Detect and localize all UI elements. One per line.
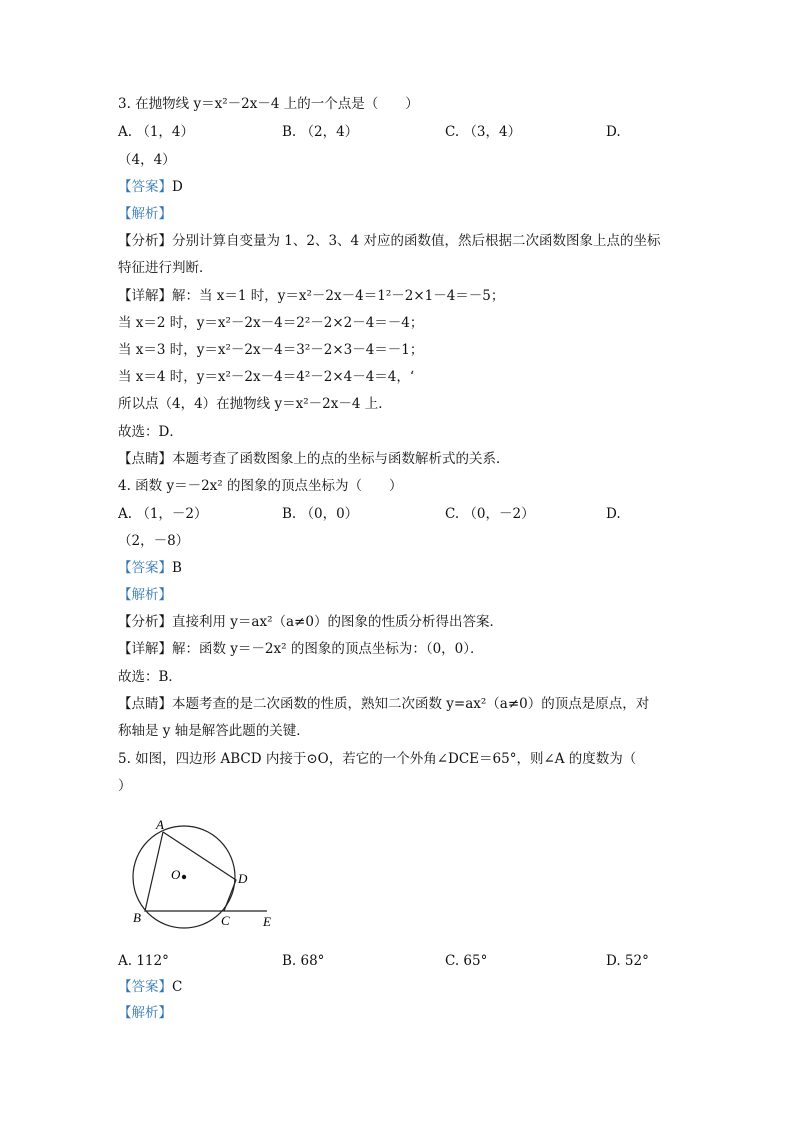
q5-option-c: C. 65° xyxy=(445,953,488,969)
q5-option-a: A. 112° xyxy=(118,953,169,969)
q3-xiangjie-3: 当 x＝3 时，y＝x²－2x－4＝3²－2×3－4＝－1； xyxy=(118,342,424,358)
q5-option-d: D. 52° xyxy=(606,953,649,969)
answer-value: C xyxy=(172,979,183,995)
q5-stem-1: 5. 如图，四边形 ABCD 内接于⊙O，若它的一个外角∠DCE＝65°，则∠A 的度数为（ xyxy=(118,751,637,767)
q4-dianjing-2: 称轴是 y 轴是解答此题的关键． xyxy=(118,723,310,739)
answer-tag: 【答案】 xyxy=(118,560,172,576)
q4-analysis-tag: 【解析】 xyxy=(118,587,172,603)
label-d: D xyxy=(238,871,248,886)
q5-answer xyxy=(118,978,182,996)
label-b: B xyxy=(133,910,141,925)
q3-option-a: A. （1，4） xyxy=(118,124,195,140)
answer-tag: 【答案】 xyxy=(118,179,172,195)
q4-fenxi: 【分析】直接利用 y＝ax²（a≠0）的图象的性质分析得出答案． xyxy=(118,614,503,630)
q4-option-a: A. （1，－2） xyxy=(118,506,208,522)
center-dot xyxy=(182,875,186,879)
q4-dianjing-1: 【点睛】本题考查的是二次函数的性质，熟知二次函数 y=ax²（a≠0）的顶点是原点，对 xyxy=(118,696,650,712)
q3-xiangjie-5: 所以点（4，4）在抛物线 y＝x²－2x－4 上． xyxy=(118,396,392,412)
q4-stem: 4. 函数 y＝－2x² 的图象的顶点坐标为（ ） xyxy=(118,478,403,494)
answer-value: D xyxy=(172,179,183,195)
q3-fenxi-2: 特征进行判断． xyxy=(118,260,213,276)
q5-option-b: B. 68° xyxy=(282,953,325,969)
q3-option-c: C. （3，4） xyxy=(445,124,522,140)
label-o: O xyxy=(171,867,181,882)
q3-xiangjie-1: 【详解】解：当 x＝1 时，y＝x²－2x－4＝1²－2×1－4＝－5； xyxy=(118,288,505,304)
q3-xiangjie-6: 故选：D． xyxy=(118,424,183,440)
answer-tag: 【答案】 xyxy=(118,979,172,995)
q4-option-b: B. （0，0） xyxy=(282,506,359,522)
q4-option-c: C. （0，－2） xyxy=(445,506,535,522)
q5-analysis-tag: 【解析】 xyxy=(118,1005,172,1021)
q3-analysis-tag: 【解析】 xyxy=(118,206,172,222)
q3-xiangjie-2: 当 x＝2 时，y＝x²－2x－4＝2²－2×2－4＝－4； xyxy=(118,315,424,331)
q3-stem: 3. 在抛物线 y＝x²－2x－4 上的一个点是（ ） xyxy=(118,96,419,112)
q5-stem-2: ） xyxy=(118,778,132,794)
q3-dianjing: 【点睛】本题考查了函数图象上的点的坐标与函数解析式的关系． xyxy=(118,451,510,467)
q4-option-d-value: （2，－8） xyxy=(118,533,190,549)
q4-guxuan: 故选：B． xyxy=(118,669,182,685)
q3-option-d-value: （4，4） xyxy=(118,152,176,168)
label-c: C xyxy=(221,913,230,928)
q3-fenxi-1: 【分析】分别计算自变量为 1、2、3、4 对应的函数值，然后根据二次函数图象上点的坐标 xyxy=(118,233,661,249)
label-a: A xyxy=(156,817,164,832)
q4-option-d: D. xyxy=(606,506,621,522)
q4-xiangjie: 【详解】解：函数 y＝－2x² 的图象的顶点坐标为：（0，0）． xyxy=(118,641,484,657)
q3-option-d: D. xyxy=(606,124,621,140)
label-e: E xyxy=(263,914,271,929)
q3-option-b: B. （2，4） xyxy=(282,124,359,140)
q3-xiangjie-4: 当 x＝4 时，y＝x²－2x－4＝4²－2×4－4＝4，‘ xyxy=(118,369,415,385)
answer-value: B xyxy=(172,560,182,576)
